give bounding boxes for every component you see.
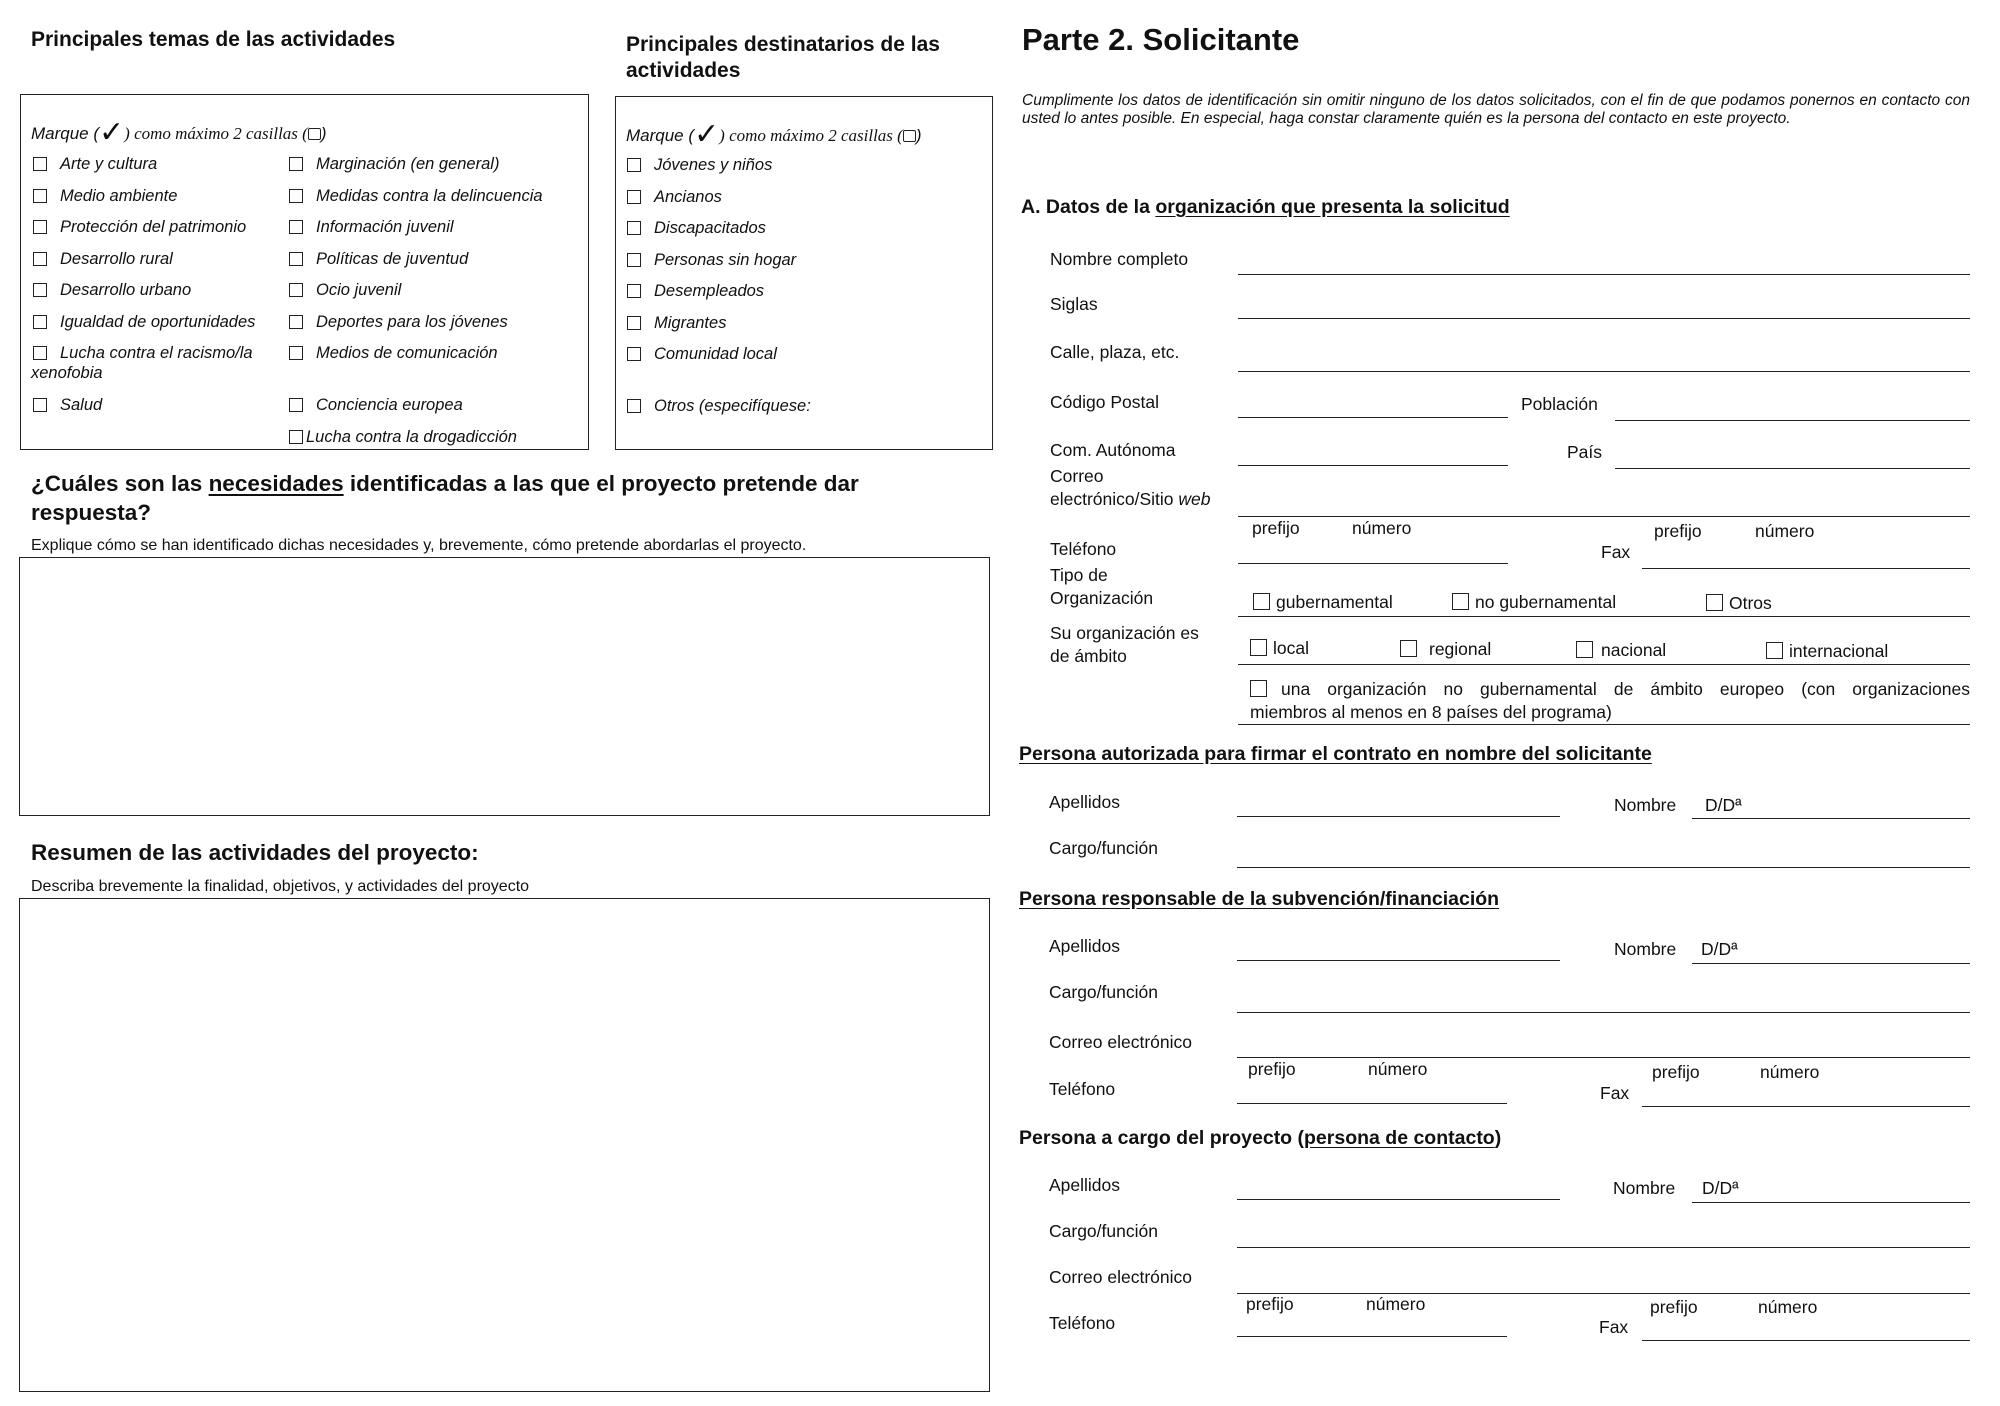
- responsable-correo-label: Correo electrónico: [1049, 1032, 1192, 1052]
- ambito-regional-option[interactable]: regional: [1400, 637, 1491, 661]
- poblacion-label: Población: [1521, 394, 1598, 414]
- checkbox-icon[interactable]: [1250, 680, 1267, 697]
- tipo-otros-option[interactable]: Otros: [1706, 591, 1772, 615]
- ambito-label: Su organización es de ámbito: [1050, 623, 1199, 666]
- resumen-instruction: Describa brevemente la finalidad, objetivos, y actividades del proyecto: [31, 878, 530, 895]
- checkbox-item[interactable]: Marginación (en general): [289, 154, 499, 175]
- checkbox-icon[interactable]: [627, 253, 641, 267]
- checkbox-item[interactable]: Desarrollo rural: [33, 249, 173, 270]
- checkbox-item[interactable]: Personas sin hogar: [627, 250, 796, 271]
- checkbox-icon[interactable]: [1400, 640, 1417, 657]
- checkbox-icon[interactable]: [1576, 641, 1593, 658]
- checkbox-icon[interactable]: [289, 283, 303, 297]
- responsable-fax-prefijo-label: prefijo: [1652, 1062, 1700, 1082]
- checkbox-icon[interactable]: [33, 315, 47, 329]
- tipo-no-gubernamental-option[interactable]: no gubernamental: [1452, 590, 1616, 614]
- contacto-fax-prefijo-label: prefijo: [1650, 1297, 1698, 1317]
- contacto-nombre-field[interactable]: [1692, 1202, 1970, 1203]
- responsable-nombre-label: Nombre: [1614, 939, 1677, 959]
- telefono-label: Teléfono: [1050, 539, 1117, 559]
- numero-label: número: [1352, 518, 1412, 538]
- responsable-prefijo-label: prefijo: [1248, 1059, 1296, 1079]
- firmante-apellidos-field[interactable]: [1237, 816, 1560, 817]
- checkbox-item[interactable]: Deportes para los jóvenes: [289, 312, 508, 333]
- checkbox-item[interactable]: Jóvenes y niños: [627, 155, 772, 176]
- checkbox-icon[interactable]: [289, 157, 303, 171]
- checkbox-icon[interactable]: [289, 252, 303, 266]
- necesidades-question: ¿Cuáles son las necesidades identificadas a las que el proyecto pretende dar respuesta?: [31, 471, 859, 525]
- checkbox-item[interactable]: Migrantes: [627, 313, 726, 334]
- checkbox-icon[interactable]: [289, 189, 303, 203]
- checkbox-icon[interactable]: [289, 430, 303, 444]
- prefijo-label: prefijo: [1252, 518, 1300, 538]
- tipo-field-line: [1238, 616, 1970, 617]
- firmante-dd-label: D/Dª: [1705, 795, 1742, 815]
- checkbox-item[interactable]: Protección del patrimonio: [33, 217, 246, 238]
- responsable-dd-label: D/Dª: [1701, 939, 1738, 959]
- poblacion-field[interactable]: [1615, 420, 1970, 421]
- contacto-title: Persona a cargo del proyecto (persona de contacto): [1019, 1127, 1502, 1149]
- checkbox-item[interactable]: Igualdad de oportunidades: [33, 312, 255, 333]
- responsable-fax-label: Fax: [1600, 1083, 1630, 1103]
- checkbox-icon[interactable]: [1766, 642, 1783, 659]
- fax-numero-label: número: [1755, 521, 1815, 541]
- intro-text: Cumplimente los datos de identificación sin omitir ninguno de los datos solicitados, con el fin de que podamos ponernos en contacto con usted lo antes posible. En especial, haga constar claramente quién es la persona del contacto en este proyecto.: [1022, 92, 1970, 127]
- checkbox-icon[interactable]: [33, 220, 47, 234]
- checkbox-icon[interactable]: [627, 316, 641, 330]
- checkbox-icon[interactable]: [33, 157, 47, 171]
- firmante-nombre-field[interactable]: [1692, 818, 1970, 819]
- nombre-completo-field[interactable]: [1238, 274, 1970, 275]
- ambito-internacional-option[interactable]: internacional: [1766, 639, 1888, 663]
- section-a-title: A. Datos de la organización que presenta la solicitud: [1021, 196, 1510, 218]
- checkbox-icon[interactable]: [627, 221, 641, 235]
- checkbox-icon[interactable]: [289, 346, 303, 360]
- pais-field[interactable]: [1615, 468, 1970, 469]
- checkbox-icon[interactable]: [1250, 639, 1267, 656]
- responsable-apellidos-label: Apellidos: [1049, 936, 1121, 956]
- firmante-title: Persona autorizada para firmar el contrato en nombre del solicitante: [1019, 743, 1652, 765]
- destinatarios-marque-instruction: Marque (✓) como máximo 2 casillas ( ): [626, 117, 922, 152]
- checkbox-icon[interactable]: [33, 346, 47, 360]
- checkbox-icon: [903, 130, 916, 142]
- checkbox-item[interactable]: Desempleados: [627, 281, 764, 302]
- checkbox-item[interactable]: Comunidad local: [627, 344, 777, 365]
- nombre-completo-label: Nombre completo: [1050, 249, 1189, 269]
- tipo-gubernamental-option[interactable]: gubernamental: [1253, 590, 1393, 614]
- responsable-telefono-field[interactable]: [1237, 1103, 1507, 1104]
- ong-field-line: [1238, 724, 1970, 725]
- responsable-fax-numero-label: número: [1760, 1062, 1820, 1082]
- checkbox-item[interactable]: Conciencia europea: [289, 395, 463, 416]
- contacto-telefono-field[interactable]: [1237, 1336, 1507, 1337]
- destinatarios-title: Principales destinatarios de las actividades: [626, 33, 940, 82]
- temas-title: Principales temas de las actividades: [31, 28, 396, 51]
- checkbox-icon[interactable]: [627, 284, 641, 298]
- checkbox-icon[interactable]: [627, 347, 641, 361]
- calle-field[interactable]: [1238, 371, 1970, 372]
- com-autonoma-field[interactable]: [1238, 465, 1508, 466]
- resumen-title: Resumen de las actividades del proyecto:: [31, 840, 479, 865]
- responsable-apellidos-field[interactable]: [1237, 960, 1560, 961]
- checkbox-icon[interactable]: [289, 315, 303, 329]
- ambito-nacional-option[interactable]: nacional: [1576, 638, 1666, 662]
- correo-web-field[interactable]: [1238, 516, 1970, 517]
- codigo-postal-label: Código Postal: [1050, 392, 1159, 412]
- siglas-field[interactable]: [1238, 318, 1970, 319]
- checkbox-icon[interactable]: [1253, 593, 1270, 610]
- pais-label: País: [1567, 442, 1603, 462]
- contacto-nombre-label: Nombre: [1613, 1178, 1676, 1198]
- fax-label: Fax: [1601, 542, 1631, 562]
- checkbox-item[interactable]: Lucha contra la drogadicción: [289, 427, 517, 448]
- responsable-cargo-field[interactable]: [1237, 1012, 1970, 1013]
- correo-web-label: Correo electrónico/Sitio web: [1050, 466, 1211, 509]
- checkbox-icon[interactable]: [1452, 593, 1469, 610]
- firmante-nombre-label: Nombre: [1614, 795, 1677, 815]
- tipo-organizacion-label: Tipo de Organización: [1050, 565, 1154, 608]
- com-autonoma-label: Com. Autónoma: [1050, 440, 1176, 460]
- ong-europea-option[interactable]: una organización no gubernamental de ámbito europeo (con organizaciones miembros al menos en 8 países del programa): [1250, 679, 1970, 722]
- checkbox-icon[interactable]: [627, 190, 641, 204]
- ambito-field-line: [1238, 664, 1970, 665]
- checkbox-icon: [308, 128, 321, 140]
- checkbox-item[interactable]: Otros (especifíquese:: [627, 396, 811, 417]
- calle-label: Calle, plaza, etc.: [1050, 342, 1180, 362]
- fax-field[interactable]: [1642, 568, 1970, 569]
- contacto-fax-field[interactable]: [1642, 1340, 1970, 1341]
- fax-prefijo-label: prefijo: [1654, 521, 1702, 541]
- checkmark-icon: ✓: [694, 117, 720, 152]
- checkbox-item-continuation: xenofobia: [31, 364, 103, 382]
- ambito-local-option[interactable]: local: [1250, 636, 1309, 660]
- responsable-correo-field[interactable]: [1237, 1057, 1970, 1058]
- contacto-correo-field[interactable]: [1237, 1293, 1970, 1294]
- checkbox-icon[interactable]: [33, 398, 47, 412]
- telefono-field[interactable]: [1238, 563, 1508, 564]
- contacto-cargo-field[interactable]: [1237, 1247, 1970, 1248]
- parte-title: Parte 2. Solicitante: [1022, 22, 1300, 57]
- contacto-prefijo-label: prefijo: [1246, 1294, 1294, 1314]
- checkbox-icon[interactable]: [627, 399, 641, 413]
- contacto-fax-numero-label: número: [1758, 1297, 1818, 1317]
- checkbox-icon[interactable]: [33, 252, 47, 266]
- checkbox-item[interactable]: Medidas contra la delincuencia: [289, 186, 543, 207]
- checkbox-icon[interactable]: [33, 283, 47, 297]
- firmante-cargo-label: Cargo/función: [1049, 838, 1158, 858]
- responsable-fax-field[interactable]: [1642, 1106, 1970, 1107]
- responsable-title: Persona responsable de la subvención/financiación: [1019, 888, 1500, 910]
- checkbox-item[interactable]: Medios de comunicación: [289, 343, 498, 364]
- checkbox-item[interactable]: Lucha contra el racismo/la: [33, 343, 253, 364]
- checkbox-item[interactable]: Ancianos: [627, 187, 722, 208]
- checkbox-item[interactable]: Políticas de juventud: [289, 249, 468, 270]
- codigo-postal-field[interactable]: [1238, 417, 1508, 418]
- firmante-cargo-field[interactable]: [1237, 867, 1970, 868]
- checkbox-icon[interactable]: [289, 398, 303, 412]
- firmante-apellidos-label: Apellidos: [1049, 792, 1121, 812]
- responsable-nombre-field[interactable]: [1692, 963, 1970, 964]
- checkbox-item[interactable]: Arte y cultura: [33, 154, 157, 175]
- checkbox-icon[interactable]: [289, 220, 303, 234]
- siglas-label: Siglas: [1050, 294, 1098, 314]
- necesidades-instruction: Explique cómo se han identificado dichas necesidades y, brevemente, cómo pretende abordarlas el proyecto.: [31, 537, 807, 554]
- checkbox-item[interactable]: Ocio juvenil: [289, 280, 401, 301]
- responsable-cargo-label: Cargo/función: [1049, 982, 1158, 1002]
- contacto-telefono-label: Teléfono: [1049, 1313, 1116, 1333]
- resumen-textarea[interactable]: [19, 898, 990, 1392]
- temas-marque-instruction: Marque (✓) como máximo 2 casillas ( ): [31, 115, 327, 150]
- checkbox-item[interactable]: Información juvenil: [289, 217, 454, 238]
- contacto-numero-label: número: [1366, 1294, 1426, 1314]
- checkbox-item[interactable]: Medio ambiente: [33, 186, 177, 207]
- contacto-correo-label: Correo electrónico: [1049, 1267, 1192, 1287]
- contacto-dd-label: D/Dª: [1702, 1178, 1739, 1198]
- contacto-fax-label: Fax: [1599, 1317, 1629, 1337]
- checkbox-item[interactable]: Salud: [33, 395, 102, 416]
- contacto-apellidos-label: Apellidos: [1049, 1175, 1121, 1195]
- checkbox-item[interactable]: Discapacitados: [627, 218, 766, 239]
- checkbox-icon[interactable]: [1706, 594, 1723, 611]
- checkbox-item[interactable]: Desarrollo urbano: [33, 280, 191, 301]
- contacto-cargo-label: Cargo/función: [1049, 1221, 1158, 1241]
- checkbox-icon[interactable]: [627, 158, 641, 172]
- responsable-telefono-label: Teléfono: [1049, 1079, 1116, 1099]
- necesidades-textarea[interactable]: [19, 557, 990, 816]
- contacto-apellidos-field[interactable]: [1237, 1199, 1560, 1200]
- responsable-numero-label: número: [1368, 1059, 1428, 1079]
- checkbox-icon[interactable]: [33, 189, 47, 203]
- checkmark-icon: ✓: [99, 115, 125, 150]
